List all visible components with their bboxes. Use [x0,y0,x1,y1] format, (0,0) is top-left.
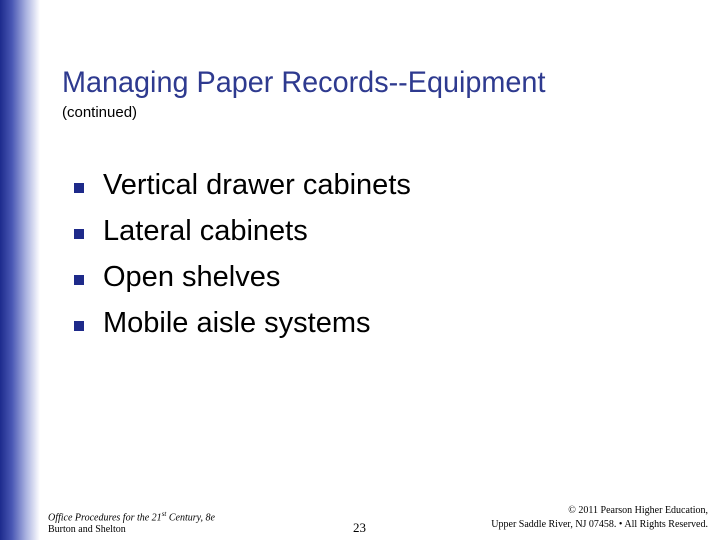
bullet-text: Mobile aisle systems [103,306,371,339]
left-gradient-band [0,0,40,540]
square-bullet-icon [74,275,84,285]
bullet-text: Lateral cabinets [103,214,308,247]
footer-book-credit [48,508,215,536]
slide-title: Managing Paper Records--Equipment [62,66,546,99]
square-bullet-icon [74,229,84,239]
bullet-item [74,300,411,346]
page-number: 23 [353,520,366,535]
copyright-line-2: Upper Saddle River, NJ 07458. • All Rights Reserved. [491,519,708,530]
bullet-text: Vertical drawer cabinets [103,168,411,201]
bullet-list [74,162,411,346]
bullet-text: Open shelves [103,260,281,293]
footer-copyright [491,504,708,532]
slide-subtitle: (continued) [62,104,138,121]
footer-book-title: Office Procedures for the 21st Century, 8e [48,510,215,524]
bullet-item [74,254,411,300]
bullet-item [74,208,411,254]
square-bullet-icon [74,321,84,331]
bullet-item [74,162,411,208]
footer-authors: Burton and Shelton [48,524,126,536]
copyright-line-1: © 2011 Pearson Higher Education, [568,505,708,516]
square-bullet-icon [74,183,84,193]
